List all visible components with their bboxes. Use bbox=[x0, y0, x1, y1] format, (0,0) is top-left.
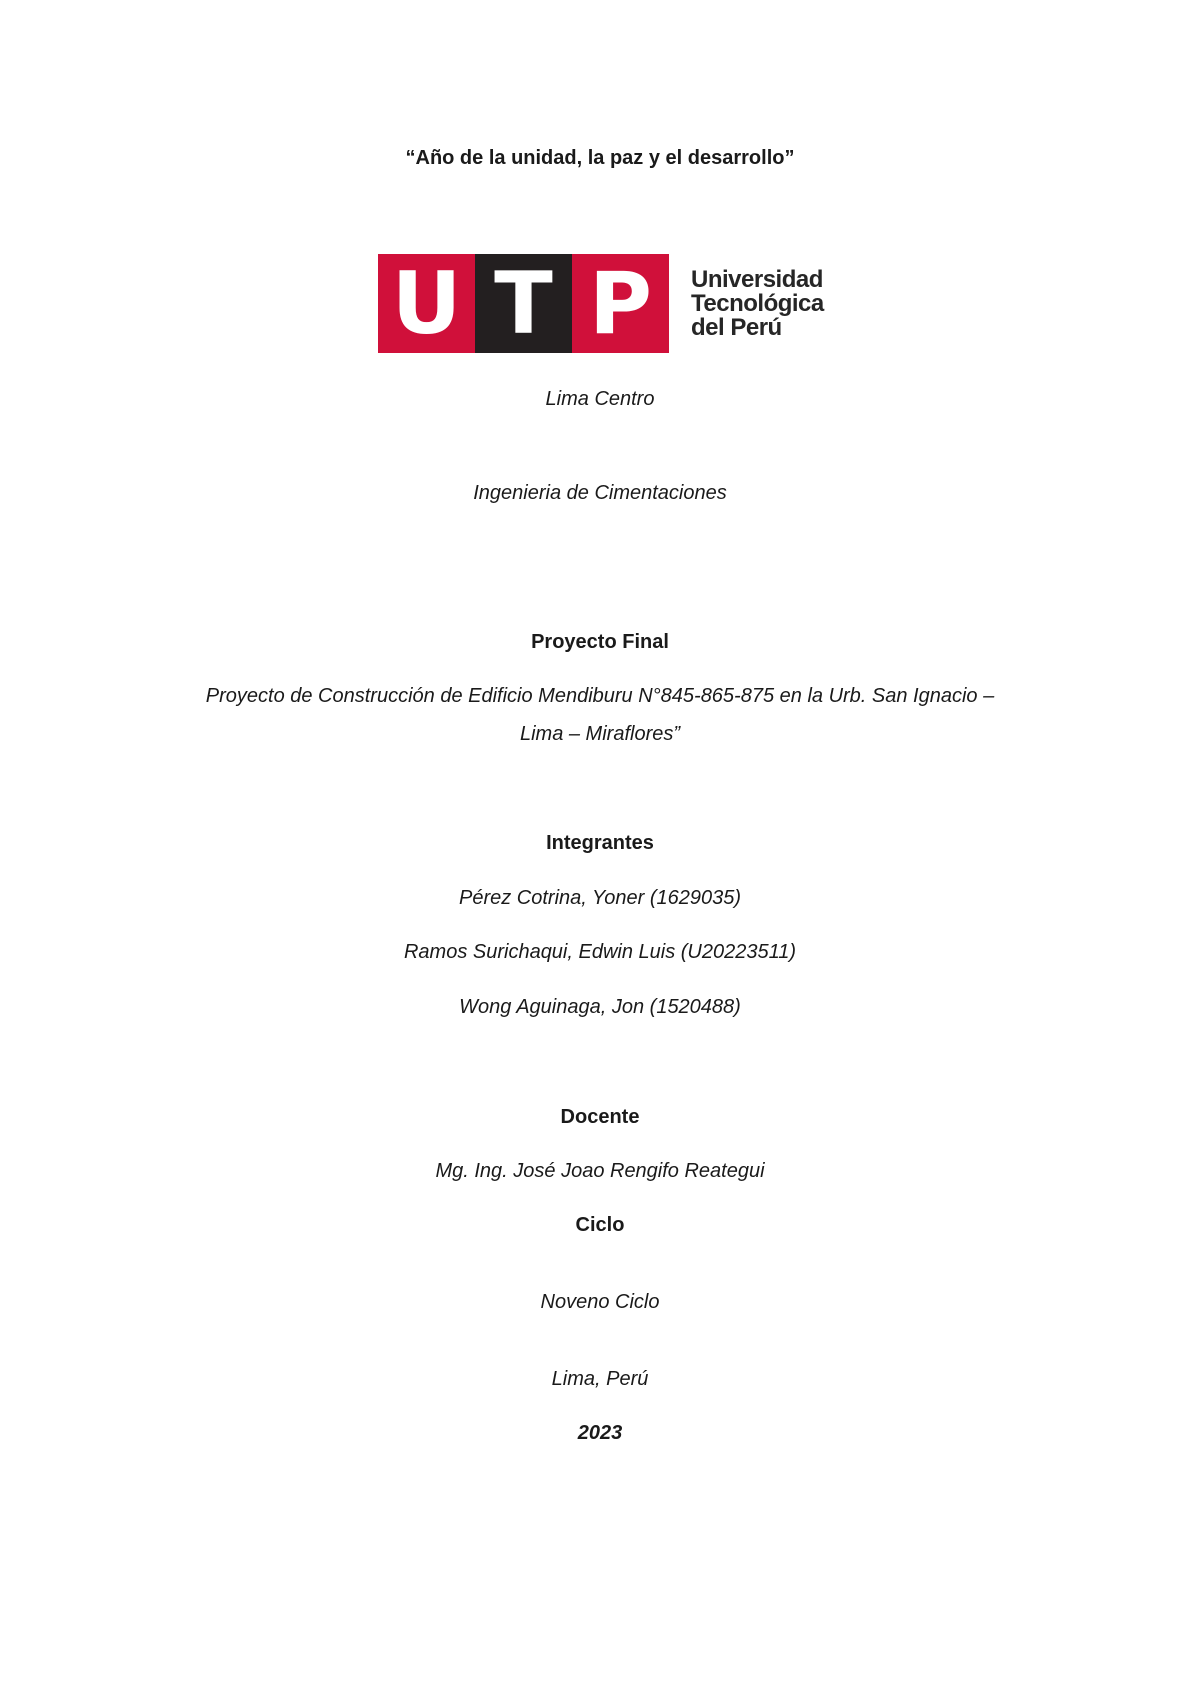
logo-letter-t: T bbox=[475, 254, 572, 353]
logo-university-name bbox=[691, 268, 824, 340]
logo-letter-u: U bbox=[378, 254, 475, 353]
cycle-heading: Ciclo bbox=[575, 1214, 625, 1236]
project-title-line-1: Proyecto de Construcción de Edificio Mendiburu N°845-865-875 en la Urb. San Ignacio – bbox=[205, 685, 995, 707]
logo-name-line-3: del Perú bbox=[691, 314, 782, 341]
member-name: Ramos Surichaqui, Edwin Luis (U20223511) bbox=[403, 941, 797, 963]
project-heading: Proyecto Final bbox=[531, 631, 669, 653]
header-motto: “Año de la unidad, la paz y el desarrollo” bbox=[405, 147, 795, 169]
place: Lima, Perú bbox=[551, 1368, 649, 1390]
year: 2023 bbox=[577, 1422, 623, 1444]
utp-logo bbox=[378, 254, 828, 353]
teacher-heading: Docente bbox=[560, 1106, 640, 1128]
teacher-name: Mg. Ing. José Joao Rengifo Reategui bbox=[435, 1160, 765, 1182]
project-title-line-2: Lima – Miraflores” bbox=[519, 723, 681, 745]
member-name: Pérez Cotrina, Yoner (1629035) bbox=[458, 887, 742, 909]
course-name: Ingenieria de Cimentaciones bbox=[473, 482, 727, 504]
campus: Lima Centro bbox=[545, 388, 655, 410]
logo-name-line-1: Universidad bbox=[691, 266, 823, 293]
member-name: Wong Aguinaga, Jon (1520488) bbox=[459, 996, 741, 1018]
logo-name-line-2: Tecnológica bbox=[691, 290, 824, 317]
logo-letter-p: P bbox=[572, 254, 669, 353]
cycle-value: Noveno Ciclo bbox=[540, 1291, 660, 1313]
members-heading: Integrantes bbox=[546, 832, 654, 854]
